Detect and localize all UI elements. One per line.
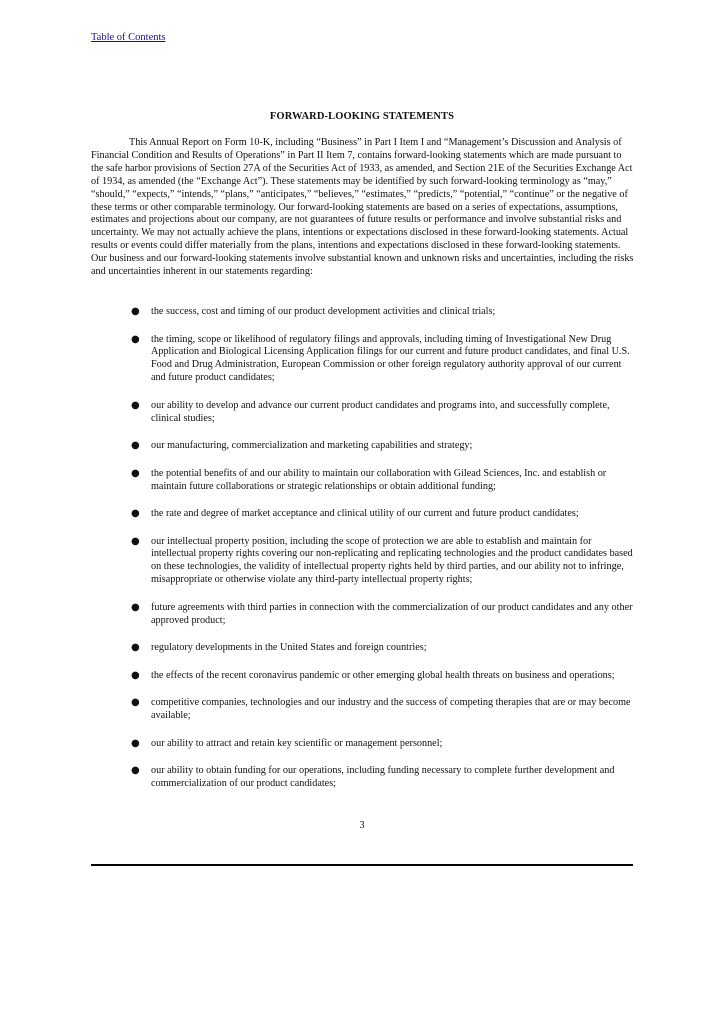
list-item [91, 440, 634, 453]
bullet-icon: ● [131, 440, 140, 452]
list-item-text: the timing, scope or likelihood of regulatory filings and approvals, including timing of Investigational New Drug Application and Biological Licensing Application filings for our current and future product candidates, and final U.S. Food and Drug Administration, European Commission or other foreign regulatory authority approval of our current and future product candidates; [151, 333, 630, 384]
list-item [91, 738, 634, 751]
bullet-icon: ● [131, 399, 140, 411]
bullet-icon: ● [131, 697, 140, 709]
list-item-text: our manufacturing, commercialization and marketing capabilities and strategy; [151, 440, 473, 452]
list-item-text: the potential benefits of and our ability to maintain our collaboration with Gilead Sciences, Inc. and establish or maintain future collaborations or strategic relationships or obtain additional funding; [151, 467, 607, 492]
list-item [91, 765, 634, 791]
list-item-text: our ability to develop and advance our current product candidates and programs into, and successfully complete, clinical studies; [151, 399, 610, 424]
bullet-icon: ● [131, 765, 140, 777]
page-number: 3 [359, 820, 365, 831]
list-item [91, 400, 634, 426]
bullet-icon: ● [131, 669, 140, 681]
bullet-icon: ● [131, 642, 140, 654]
bullet-icon: ● [131, 467, 140, 479]
risk-bullet-list [91, 306, 634, 805]
bullet-icon: ● [131, 508, 140, 520]
list-item-text: our intellectual property position, including the scope of protection we are able to establish and maintain for intellectual property rights covering our non-replicating and replicating technologies and the product candidates based on these technologies, the validity of intellectual property rights held by third parties, and our ability not to infringe, misappropriate or otherwise violate any third-party intellectual property rights; [151, 535, 633, 586]
bullet-icon: ● [131, 535, 140, 547]
list-item-text: the rate and degree of market acceptance and clinical utility of our current and future product candidates; [151, 508, 579, 520]
list-item [91, 334, 634, 386]
list-item [91, 468, 634, 494]
list-item-text: future agreements with third parties in connection with the commercialization of our product candidates and any other approved product; [151, 601, 633, 626]
list-item-text: our ability to obtain funding for our operations, including funding necessary to complete further development and commercialization of our product candidates; [151, 765, 615, 789]
list-item [91, 670, 634, 683]
list-item [91, 642, 634, 655]
table-of-contents-link[interactable]: Table of Contents [91, 32, 166, 43]
intro-paragraph: This Annual Report on Form 10-K, including “Business” in Part I Item I and “Management’s Discussion and Analysis of Financial Condition and Results of Operations” in Part II Item 7, contains forward-looking statements which are made pursuant to the safe harbor provisions of Section 27A of the Securities Act of 1933, as amended, and Section 21E of the Securities Exchange Act of 1934, as amended (the “Exchange Act”). These statements may be identified by such forward-looking terminology as “may,” “should,” “expects,” “intends,” “plans,” “anticipates,” “believes,” “estimates,” “predicts,” “potential,” “continue” or the negative of these terms or other comparable terminology. Our forward-looking statements are based on a series of expectations, assumptions, estimates and projections about our company, are not guarantees of future results or performance and involve substantial risks and uncertainty. We may not actually achieve the plans, intentions or expectations disclosed in these forward-looking statements. Actual results or events could differ materially from the plans, intentions and expectations disclosed in these forward-looking statements. Our business and our forward-looking statements involve substantial known and unknown risks and uncertainties, including the risks and uncertainties inherent in our statements regarding: [91, 137, 634, 278]
list-item-text: the success, cost and timing of our product development activities and clinical trials; [151, 306, 496, 317]
list-item-text: regulatory developments in the United States and foreign countries; [151, 642, 427, 654]
list-item [91, 697, 634, 723]
page-divider [91, 864, 633, 866]
list-item [91, 306, 634, 319]
bullet-icon: ● [131, 737, 140, 749]
list-item [91, 536, 634, 588]
list-item [91, 602, 634, 628]
bullet-icon: ● [131, 306, 140, 317]
list-item-text: our ability to attract and retain key scientific or management personnel; [151, 737, 443, 749]
list-item-text: the effects of the recent coronavirus pandemic or other emerging global health threats on business and operations; [151, 669, 615, 681]
bullet-icon: ● [131, 601, 140, 613]
section-title: FORWARD-LOOKING STATEMENTS [269, 111, 455, 122]
bullet-icon: ● [131, 333, 140, 345]
list-item [91, 508, 634, 521]
list-item-text: competitive companies, technologies and our industry and the success of competing therapies that are or may become available; [151, 697, 631, 722]
